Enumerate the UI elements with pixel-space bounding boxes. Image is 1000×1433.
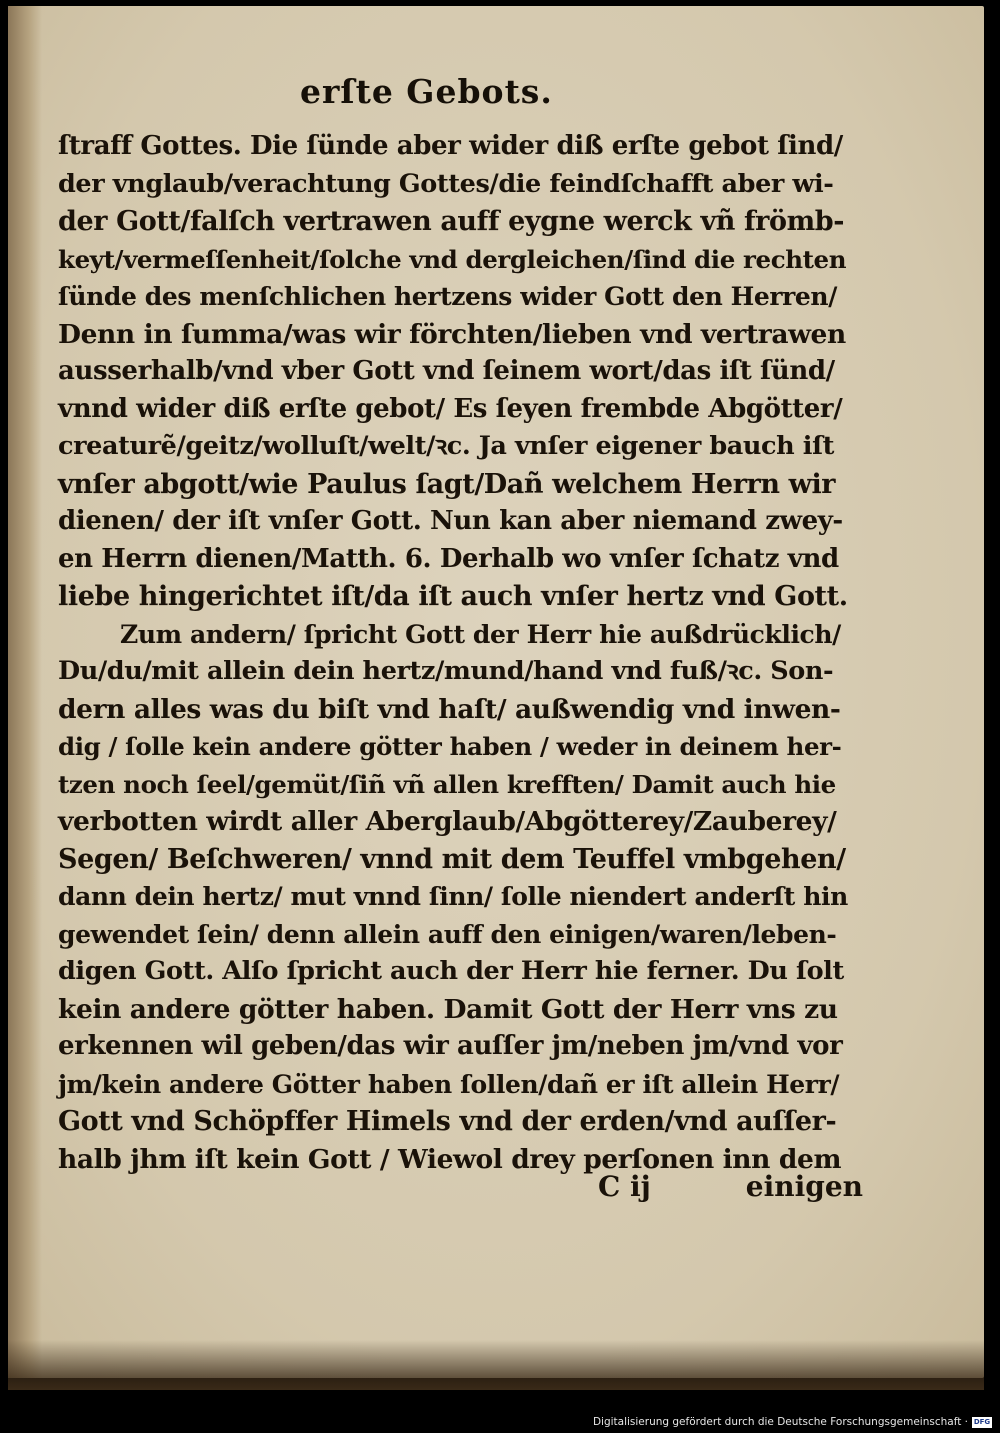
text-line: gewendet ſein/ denn allein auff den einigen/waren/leben- [58,919,837,949]
text-line: ſtraff Gottes. Die ſünde aber wider diß erſte gebot ſind/ [58,131,843,161]
page-gutter-shadow [8,6,42,1378]
text-line: Denn in ſumma/was wir förchten/lieben vnd vertrawen [58,318,846,350]
text-line: digen Gott. Alſo ſpricht auch der Herr hie ferner. Du ſolt [58,956,844,986]
catchword: einigen [745,1170,863,1203]
text-line: tzen noch ſeel/gemüt/ſiñ vñ allen krefften/ Damit auch hie [58,769,836,799]
text-line: Du/du/mit allein dein hertz/mund/hand vnd fuß/ꝛc. Son- [58,656,834,686]
text-line: creaturẽ/geitz/wolluſt/welt/ꝛc. Ja vnſer eigener bauch iſt [58,431,835,461]
text-line: jm/kein andere Götter haben ſollen/dañ er iſt allein Herr/ [58,1069,840,1099]
text-line: erkennen wil geben/das wir auſſer jm/neben jm/vnd vor [58,1031,843,1061]
digitization-credit [593,1416,992,1428]
text-line: Segen/ Beſchweren/ vnnd mit dem Teuffel vmbgehen/ [58,843,846,875]
text-line: dern alles was du biſt vnd haſt/ außwendig vnd inwen- [58,693,841,725]
text-line: halb jhm iſt kein Gott / Wiewol drey perſonen inn dem [58,1143,842,1175]
dfg-logo-icon: DFG [973,1417,991,1426]
text-line: keyt/vermeſſenheit/ſolche vnd dergleichen/ſind die rechten [58,244,847,274]
text-line: der Gott/falſch vertrawen auff eygne werck vñ frömb- [58,206,845,237]
text-line: vnnd wider diß erſte gebot/ Es ſeyen frembde Abgötter/ [58,393,843,424]
text-line: dann dein hertz/ mut vnnd ſinn/ ſolle niendert anderſt hin [58,882,848,911]
text-line: ausserhalb/vnd vber Gott vnd ſeinem wort/das iſt ſünd/ [58,356,835,386]
body-text [58,128,848,1178]
text-line: der vnglaub/verachtung Gottes/die feindſchafft aber wi- [58,168,834,199]
text-line: vnſer abgott/wie Paulus ſagt/Dañ welchem Herrn wir [58,468,836,500]
page-bottom-shadow [8,1340,984,1390]
text-line: ſünde des menſchlichen hertzens wider Gott den Herren/ [58,282,837,311]
text-line: dienen/ der iſt vnſer Gott. Nun kan aber niemand zwey- [58,506,843,536]
signature-mark: C ij [598,1170,651,1203]
text-line: verbotten wirdt aller Aberglaub/Abgötterey/Zauberey/ [58,806,837,837]
text-line: liebe hingerichtet iſt/da iſt auch vnſer hertz vnd Gott. [58,581,848,612]
text-line: en Herrn dienen/Matth. 6. Derhalb wo vnſer ſchatz vnd [58,543,839,574]
text-line: Gott vnd Schöpffer Himels vnd der erden/vnd auſſer- [58,1106,837,1137]
running-header: erſte Gebots. [300,72,553,111]
text-line: Zum andern/ ſpricht Gott der Herr hie außdrücklich/ [120,619,841,649]
text-line: dig / ſolle kein andere götter haben / weder in deinem her- [58,732,842,761]
text-line: kein andere götter haben. Damit Gott der Herr vns zu [58,993,838,1025]
page-footer [58,1170,863,1210]
credit-text: Digitalisierung gefördert durch die Deutsche Forschungsgemeinschaft · [592,1416,968,1428]
